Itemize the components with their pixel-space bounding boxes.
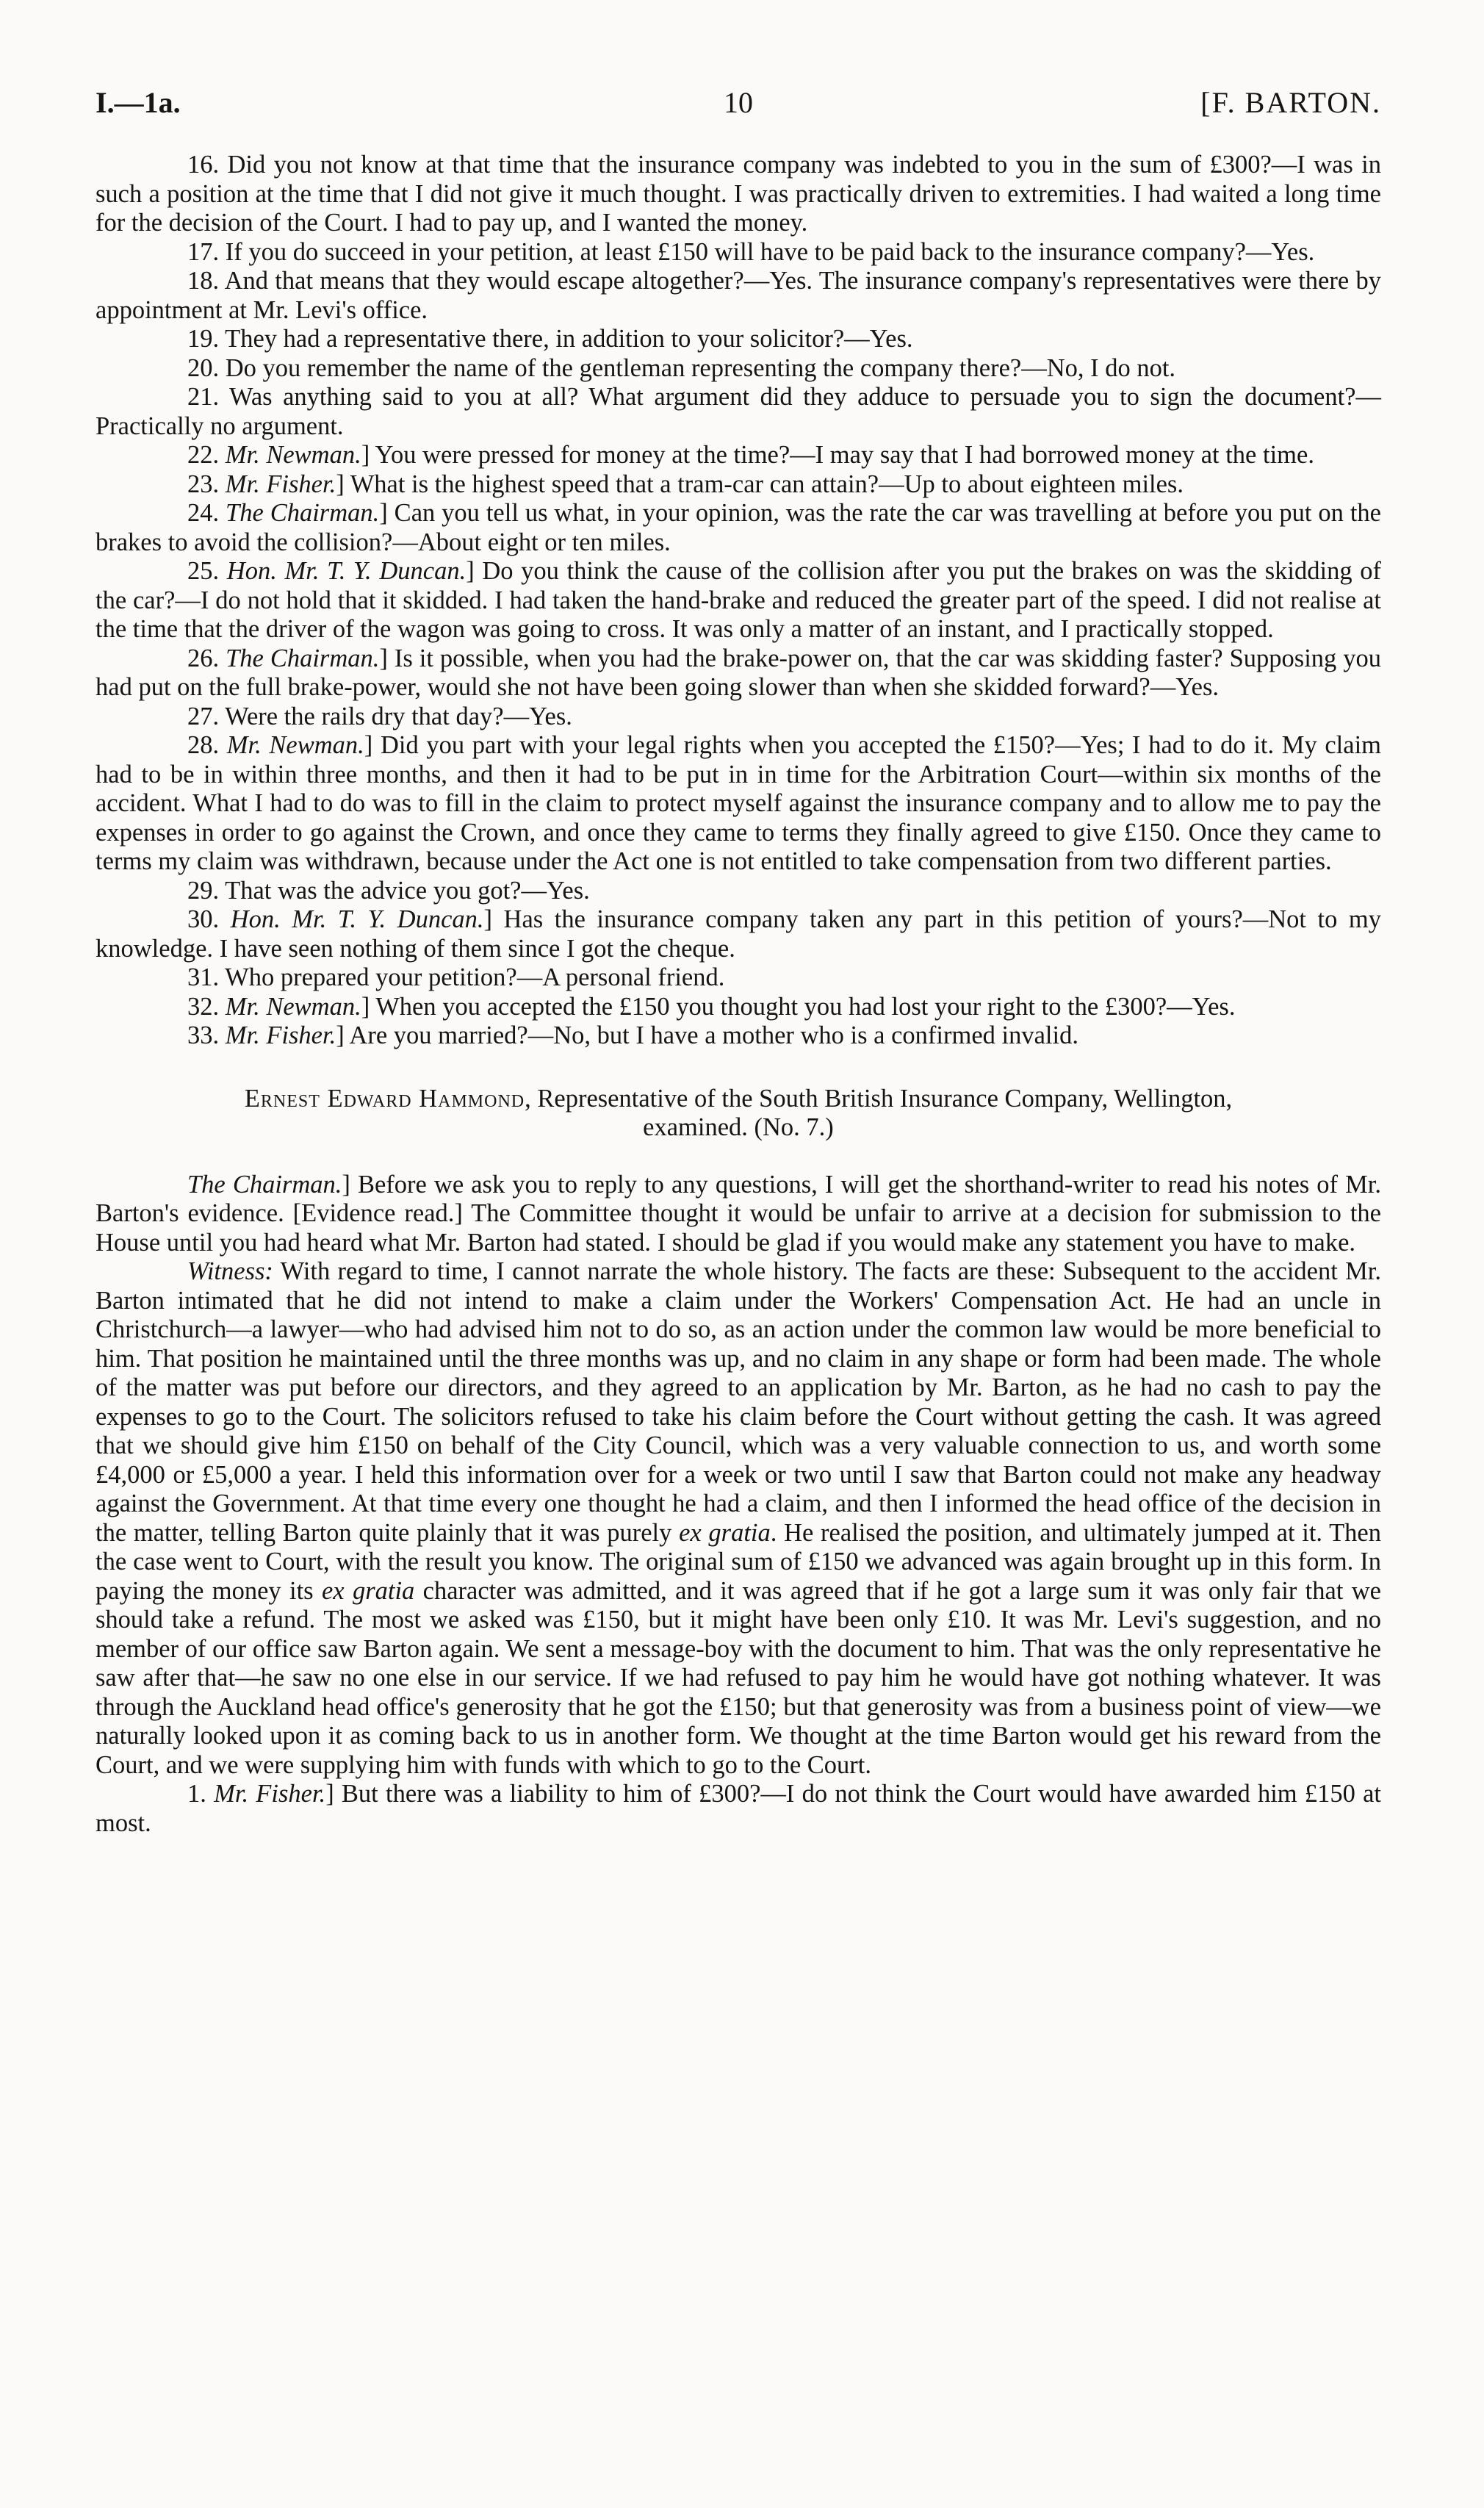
witness-running-head: [F. BARTON.	[1200, 86, 1381, 119]
question-answer-23: 23. Mr. Fisher.] What is the highest speed that a tram-car can attain?—Up to about eighteen miles.	[187, 470, 1184, 498]
speaker-name: Mr. Newman.	[225, 441, 361, 469]
speaker-name: Mr. Fisher.	[225, 470, 336, 498]
question-answer-19: 19. They had a representative there, in addition to your solicitor?—Yes.	[187, 325, 913, 353]
document-reference: I.—1a.	[96, 86, 181, 119]
speaker-name: The Chairman.	[226, 644, 380, 672]
speaker-name: The Chairman.	[187, 1170, 342, 1199]
chairman-statement: The Chairman.] Before we ask you to reply to any questions, I will get the shorthand-writer to read his notes of Mr. Barton's evidence. [Evidence read.] The Committee thought it would be unfair to arrive at a decision for submission to the House until you had heard what Mr. Barton had stated. I should be glad if you would make any statement you have to make.	[96, 1170, 1381, 1257]
speaker-name: Mr. Newman.	[226, 731, 364, 759]
question-answer-21: 21. Was anything said to you at all? What argument did they adduce to persuade you to sign the document?—Practically no argument.	[96, 383, 1381, 440]
speaker-name: The Chairman.	[226, 499, 380, 527]
question-answer-30: 30. Hon. Mr. T. Y. Duncan.] Has the insurance company taken any part in this petition of yours?—Not to my knowledge. I have seen nothing of them since I got the cheque.	[96, 905, 1381, 963]
question-answer-20: 20. Do you remember the name of the gentleman representing the company there?—No, I do not.	[187, 353, 1176, 382]
witness-examined: examined. (No. 7.)	[643, 1113, 834, 1141]
speaker-name: Witness:	[187, 1257, 273, 1285]
question-answer-1: 1. Mr. Fisher.] But there was a liability to him of £300?—I do not think the Court would have awarded him £150 at most.	[96, 1780, 1381, 1837]
document-body	[96, 151, 1381, 1838]
question-answer-17: 17. If you do succeed in your petition, at least £150 will have to be paid back to the insurance company?—Yes.	[187, 237, 1315, 266]
witness-heading	[96, 1085, 1381, 1143]
speaker-name: Mr. Fisher.	[214, 1780, 326, 1808]
page-number: 10	[724, 86, 753, 119]
speaker-name: Hon. Mr. T. Y. Duncan.	[226, 557, 467, 585]
question-answer-25: 25. Hon. Mr. T. Y. Duncan.] Do you think the cause of the collision after you put the brakes on was the skidding of the car?—I do not hold that it skidded. I had taken the hand-brake and reduced the greater part of the speed. I did not realise at the time that the driver of the wagon was going to cross. It was only a matter of an instant, and I practically stopped.	[96, 557, 1382, 643]
question-answer-27: 27. Were the rails dry that day?—Yes.	[187, 702, 572, 730]
question-answer-22: 22. Mr. Newman.] You were pressed for money at the time?—I may say that I had borrowed money at the time.	[187, 441, 1314, 469]
speaker-name: Hon. Mr. T. Y. Duncan.	[230, 905, 484, 933]
question-answer-28: 28. Mr. Newman.] Did you part with your legal rights when you accepted the £150?—Yes; I had to do it. My claim had to be in within three months, and then it had to be put in in time for the Arbitration Court—within six months of the accident. What I had to do was to fill in the claim to protect myself against the insurance company and to allow me to pay the expenses in order to go against the Crown, and once they came to terms they finally agreed to give £150. Once they came to terms my claim was withdrawn, because under the Act one is not entitled to take compensation from two different parties.	[96, 731, 1382, 875]
question-answer-18: 18. And that means that they would escape altogether?—Yes. The insurance company's representatives were there by appointment at Mr. Levi's office.	[96, 267, 1381, 324]
question-answer-33: 33. Mr. Fisher.] Are you married?—No, but I have a mother who is a confirmed invalid.	[187, 1021, 1078, 1049]
question-answer-31: 31. Who prepared your petition?—A personal friend.	[187, 963, 725, 991]
question-answer-24: 24. The Chairman.] Can you tell us what, in your opinion, was the rate the car was travelling at before you put on the brakes to avoid the collision?—About eight or ten miles.	[96, 499, 1381, 556]
question-answer-16: 16. Did you not know at that time that the insurance company was indebted to you in the sum of £300?—I was in such a position at the time that I did not give it much thought. I was practically driven to extremities. I had waited a long time for the decision of the Court. I had to pay up, and I wanted the money.	[96, 151, 1381, 237]
page-header	[96, 73, 1381, 132]
speaker-name: Mr. Newman.	[225, 992, 361, 1021]
witness-name: Ernest Edward Hammond	[244, 1084, 525, 1113]
question-answer-32: 32. Mr. Newman.] When you accepted the £150 you thought you had lost your right to the £300?—Yes.	[187, 992, 1236, 1021]
question-answer-29: 29. That was the advice you got?—Yes.	[187, 876, 590, 905]
speaker-name: Mr. Fisher.	[225, 1021, 336, 1049]
question-answer-26: 26. The Chairman.] Is it possible, when you had the brake-power on, that the car was skidding faster? Supposing you had put on the full brake-power, would she not have been going slower than when she skidded forward?—Yes.	[96, 644, 1382, 701]
witness-statement: Witness: With regard to time, I cannot narrate the whole history. The facts are these: Subsequent to the accident Mr. Barton intimated that he did not intend to make a claim under the Workers' Compensation Act. He had an uncle in Christchurch—a lawyer—who had advised him not to do so, as an action under the common law would be more beneficial to him. That position he maintained until the three months was up, and no claim in any shape or form had been made. The whole of the matter was put before our directors, and they agreed to an application by Mr. Barton, as he had no cash to pay the expenses to go to the Court. The solicitors refused to take his claim before the Court without getting the cash. It was agreed that we should give him £150 on behalf of the City Council, which was a very valuable connection to us, and worth some £4,000 or £5,000 a year. I held this information over for a week or two until I saw that Barton could not make any headway against the Government. At that time every one thought he had a claim, and then I informed the head office of the decision in the matter, telling Barton quite plainly that it was purely ex gratia. He realised the position, and ultimately jumped at it. Then the case went to Court, with the result you know. The original sum of £150 we advanced was again brought up in this form. In paying the money its ex gratia character was admitted, and it was agreed that if he got a large sum it was only fair that we should take a refund. The most we asked was £150, but it might have been only £10. It was Mr. Levi's suggestion, and no member of our office saw Barton again. We sent a message-boy with the document to him. That was the only representative he saw after that—he saw no one else in our service. If we had refused to pay him he would have got nothing whatever. It was through the Auckland head office's generosity that he got the £150; but that generosity was from a business point of view—we naturally looked upon it as coming back to us in another form. We thought at the time Barton would get his reward from the Court, and we were supplying him with funds with which to go to the Court.	[96, 1257, 1381, 1779]
witness-description: , Representative of the South British Insurance Company, Wellington,	[525, 1084, 1233, 1113]
